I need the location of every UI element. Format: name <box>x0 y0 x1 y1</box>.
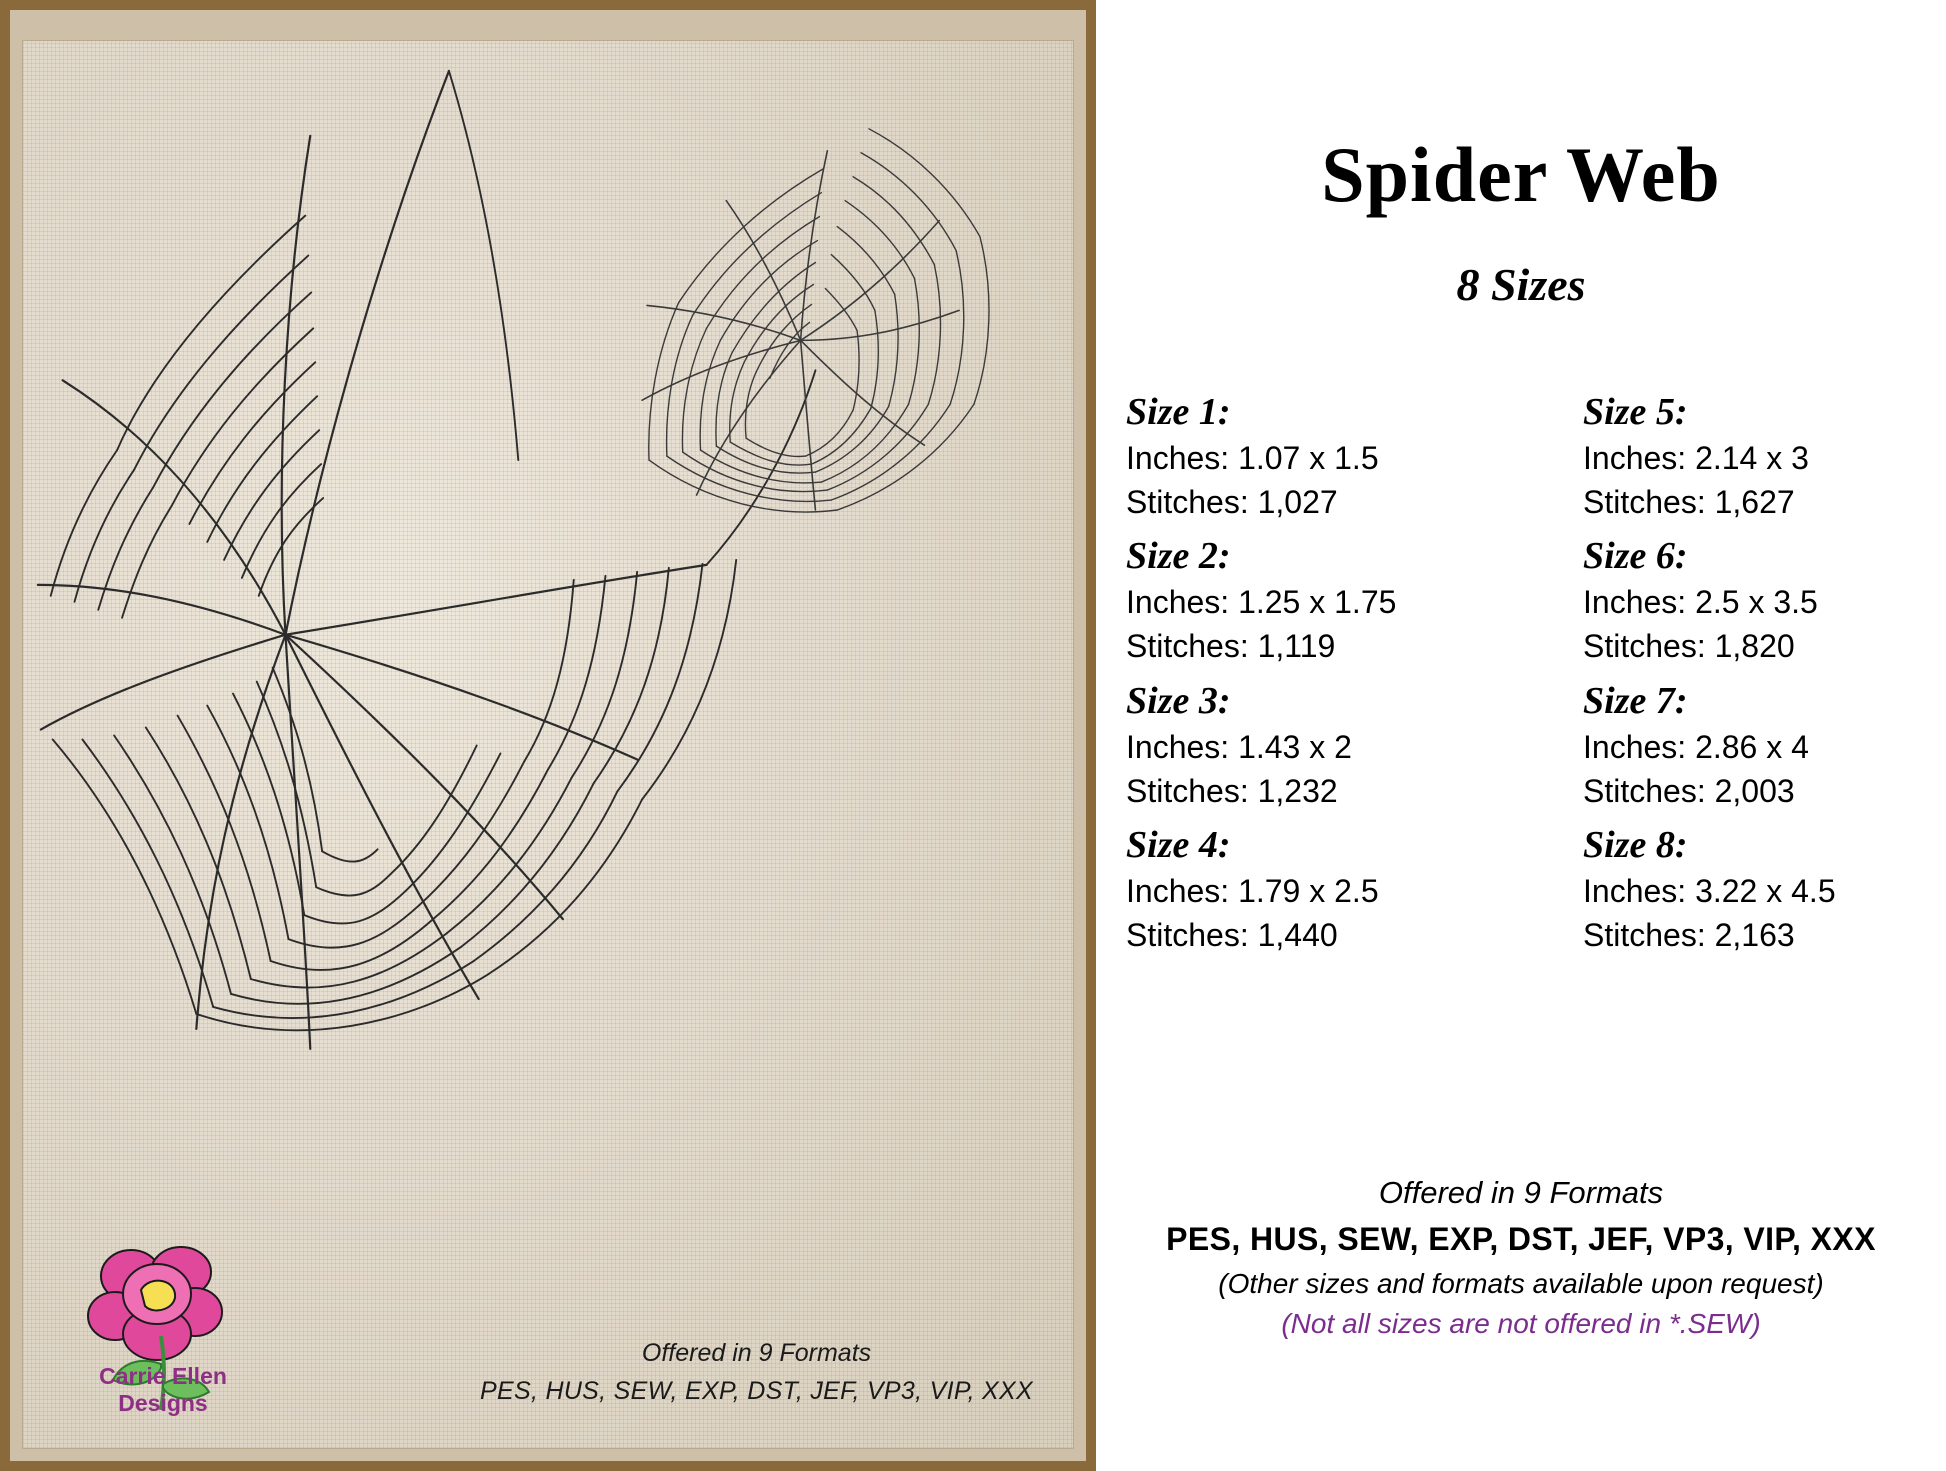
artwork-footer <box>480 1335 1033 1410</box>
size-4-inches: Inches: 1.79 x 2.5 <box>1126 872 1379 909</box>
size-column-left <box>1096 390 1521 967</box>
size-8-label: Size 8: <box>1583 823 1688 866</box>
size-8-stitches: Stitches: 2,163 <box>1583 917 1795 954</box>
size-4-stitches: Stitches: 1,440 <box>1126 917 1338 954</box>
info-panel <box>1096 0 1946 1471</box>
artwork-footer-heading: Offered in 9 Formats <box>641 1339 872 1367</box>
size-6-stitches: Stitches: 1,820 <box>1583 628 1795 665</box>
formats-note: (Other sizes and formats available upon request) <box>1218 1268 1824 1299</box>
size-table <box>1096 390 1946 967</box>
size-2-inches: Inches: 1.25 x 1.75 <box>1126 584 1397 621</box>
size-3-stitches: Stitches: 1,232 <box>1126 772 1338 809</box>
size-1-label: Size 1: <box>1126 391 1231 433</box>
size-entry-4 <box>1126 823 1521 957</box>
size-entry-1 <box>1126 390 1521 524</box>
size-3-label: Size 3: <box>1126 679 1231 722</box>
size-entry-6 <box>1583 534 1946 668</box>
size-entry-7 <box>1583 679 1946 813</box>
formats-list: PES, HUS, SEW, EXP, DST, JEF, VP3, VIP, XXX <box>1166 1221 1876 1257</box>
size-5-stitches: Stitches: 1,627 <box>1583 484 1795 521</box>
page-title: Spider Web <box>1321 131 1721 218</box>
size-5-inches: Inches: 2.14 x 3 <box>1583 440 1809 476</box>
size-3-inches: Inches: 1.43 x 2 <box>1126 728 1352 765</box>
formats-section <box>1096 1175 1946 1340</box>
linen-background <box>22 40 1074 1449</box>
size-6-label: Size 6: <box>1583 535 1688 578</box>
size-5-label: Size 5: <box>1583 391 1688 433</box>
size-8-inches: Inches: 3.22 x 4.5 <box>1583 872 1836 909</box>
size-entry-2 <box>1126 534 1521 668</box>
size-1-inches: Inches: 1.07 x 1.5 <box>1126 440 1379 476</box>
artwork-footer-formats: PES, HUS, SEW, EXP, DST, JEF, VP3, VIP, XXX <box>480 1376 1033 1405</box>
size-6-inches: Inches: 2.5 x 3.5 <box>1583 584 1818 621</box>
brand-line-1: Carrie Ellen <box>99 1363 227 1390</box>
size-2-label: Size 2: <box>1126 535 1231 578</box>
size-2-stitches: Stitches: 1,119 <box>1126 628 1336 665</box>
sew-format-note: (Not all sizes are not offered in *.SEW) <box>1281 1308 1761 1339</box>
size-7-stitches: Stitches: 2,003 <box>1583 772 1795 809</box>
size-7-inches: Inches: 2.86 x 4 <box>1583 728 1809 765</box>
brand-line-2: Designs <box>118 1389 208 1416</box>
brand-name <box>73 1363 253 1416</box>
size-7-label: Size 7: <box>1583 679 1688 722</box>
size-column-right <box>1521 390 1946 967</box>
size-4-label: Size 4: <box>1126 823 1231 866</box>
formats-heading: Offered in 9 Formats <box>1378 1175 1664 1210</box>
size-entry-3 <box>1126 679 1521 813</box>
page-subtitle: 8 Sizes <box>1456 259 1586 310</box>
size-entry-5 <box>1583 390 1946 524</box>
size-entry-8 <box>1583 823 1946 957</box>
size-1-stitches: Stitches: 1,027 <box>1126 484 1338 521</box>
